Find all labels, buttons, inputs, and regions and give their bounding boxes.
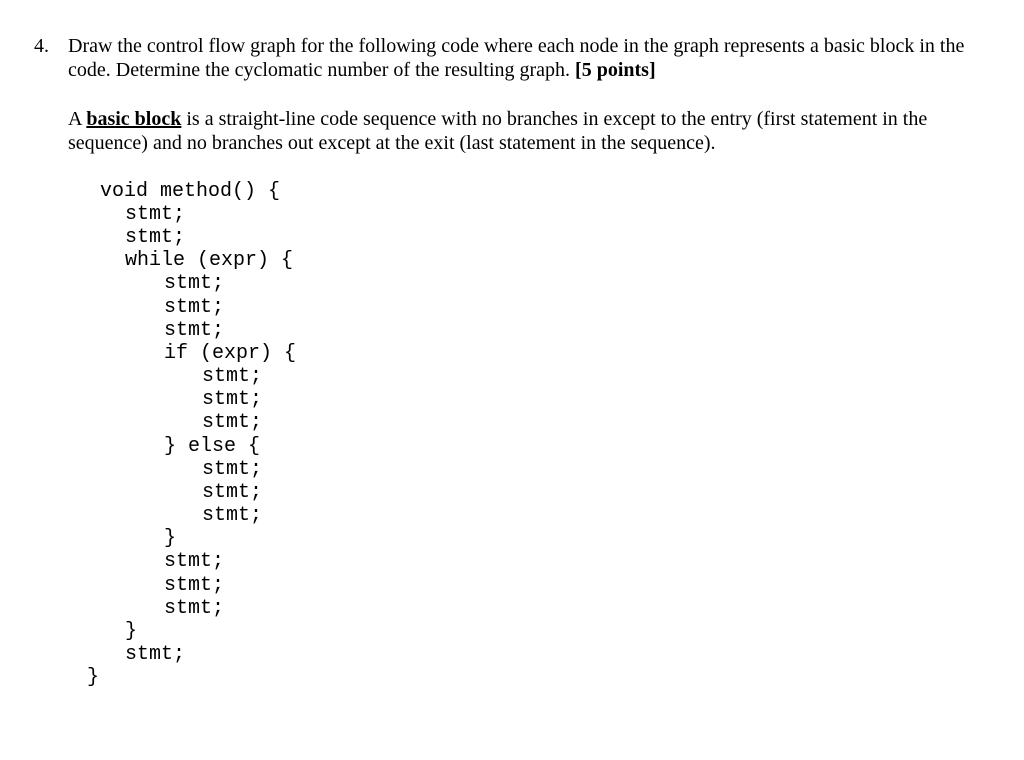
code-line: } [87, 666, 100, 689]
basic-block-definition [68, 107, 998, 155]
question-points: [5 points] [575, 59, 656, 81]
code-line: stmt; [125, 643, 186, 666]
definition-prefix: A [68, 108, 87, 130]
code-line: stmt; [125, 226, 186, 249]
code-line: stmt; [202, 504, 263, 527]
code-line: stmt; [202, 365, 263, 388]
definition-term: basic block [86, 108, 182, 130]
code-line: stmt; [125, 203, 186, 226]
code-line: stmt; [202, 458, 263, 481]
code-line: while (expr) { [125, 249, 294, 272]
code-line: stmt; [202, 411, 263, 434]
code-line: stmt; [164, 296, 225, 319]
question-number: 4. [34, 35, 49, 57]
code-line: stmt; [164, 597, 225, 620]
definition-text: is a straight-line code sequence with no branches in except to the entry (first statement in the sequence) and no branches out except at the exit (last statement in the sequence). [68, 108, 928, 154]
code-line: } [125, 620, 138, 643]
code-line: void method() { [100, 180, 281, 203]
question-text-container [68, 34, 994, 82]
code-line: } else { [164, 435, 261, 458]
code-line: if (expr) { [164, 342, 297, 365]
question-block [34, 34, 994, 82]
code-line: stmt; [202, 388, 263, 411]
question-text: Draw the control flow graph for the following code where each node in the graph represents a basic block in the code. Determine the cyclomatic number of the resulting graph. [68, 35, 965, 81]
code-line: stmt; [164, 574, 225, 597]
code-line: } [164, 527, 177, 550]
code-line: stmt; [164, 272, 225, 295]
code-line: stmt; [164, 319, 225, 342]
code-line: stmt; [164, 550, 225, 573]
code-line: stmt; [202, 481, 263, 504]
